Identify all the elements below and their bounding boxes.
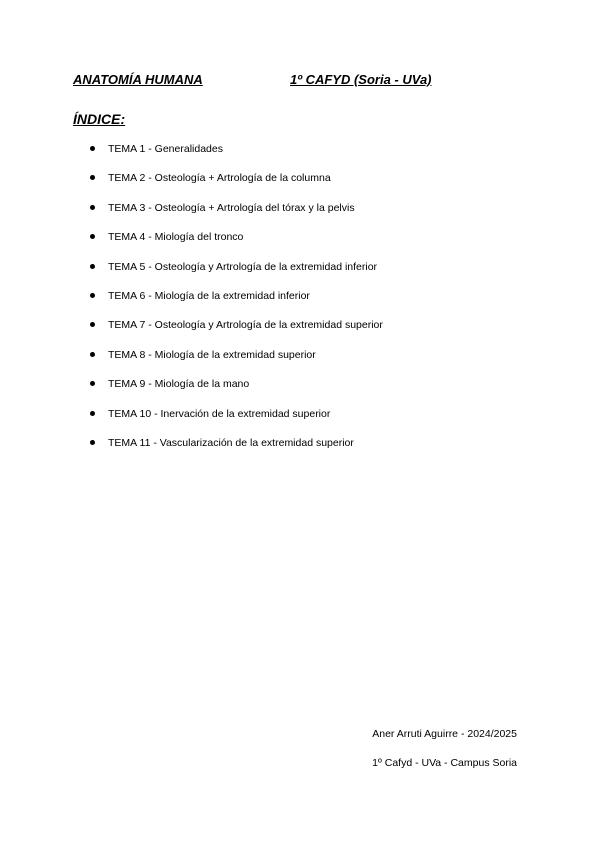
toc-item <box>90 200 383 229</box>
toc-item <box>90 317 383 346</box>
author-line: Aner Arruti Aguirre - 2024/2025 <box>372 728 517 740</box>
bullet-icon <box>90 234 95 239</box>
bullet-icon <box>90 175 95 180</box>
bullet-icon <box>90 146 95 151</box>
toc-item <box>90 288 383 317</box>
toc-item <box>90 406 383 435</box>
bullet-icon <box>90 381 95 386</box>
toc-item <box>90 347 383 376</box>
bullet-icon <box>90 293 95 298</box>
toc-item-label: TEMA 5 - Osteología y Artrología de la extremidad inferior <box>108 260 378 273</box>
toc-item-label: TEMA 1 - Generalidades <box>108 143 223 155</box>
toc-item <box>90 435 383 464</box>
bullet-icon <box>90 322 95 327</box>
toc-item-label: TEMA 6 - Miología de la extremidad inferior <box>108 289 310 302</box>
bullet-icon <box>90 411 95 416</box>
toc-item-label: TEMA 10 - Inervación de la extremidad superior <box>108 407 331 420</box>
toc-item-label: TEMA 11 - Vascularización de la extremidad superior <box>108 436 354 449</box>
toc-item <box>90 170 383 199</box>
bullet-icon <box>90 352 95 357</box>
toc-item-label: TEMA 7 - Osteología y Artrología de la extremidad superior <box>108 319 383 332</box>
bullet-icon <box>90 205 95 210</box>
campus-line: 1º Cafyd - UVa - Campus Soria <box>372 757 517 769</box>
toc-item <box>90 259 383 288</box>
toc-item-label: TEMA 3 - Osteología + Artrología del tórax y la pelvis <box>108 201 355 214</box>
toc-item-label: TEMA 4 - Miología del tronco <box>108 231 244 244</box>
table-of-contents <box>90 141 383 464</box>
bullet-icon <box>90 264 95 269</box>
index-heading: ÍNDICE: <box>73 111 126 127</box>
toc-item <box>90 141 383 170</box>
course-title: 1º CAFYD (Soria - UVa) <box>290 72 432 87</box>
toc-item-label: TEMA 8 - Miología de la extremidad superior <box>108 348 316 361</box>
subject-title: ANATOMÍA HUMANA <box>73 72 203 87</box>
bullet-icon <box>90 440 95 445</box>
toc-item-label: TEMA 2 - Osteología + Artrología de la columna <box>108 172 331 185</box>
toc-item <box>90 376 383 405</box>
toc-item-label: TEMA 9 - Miología de la mano <box>108 378 250 391</box>
toc-item <box>90 229 383 258</box>
